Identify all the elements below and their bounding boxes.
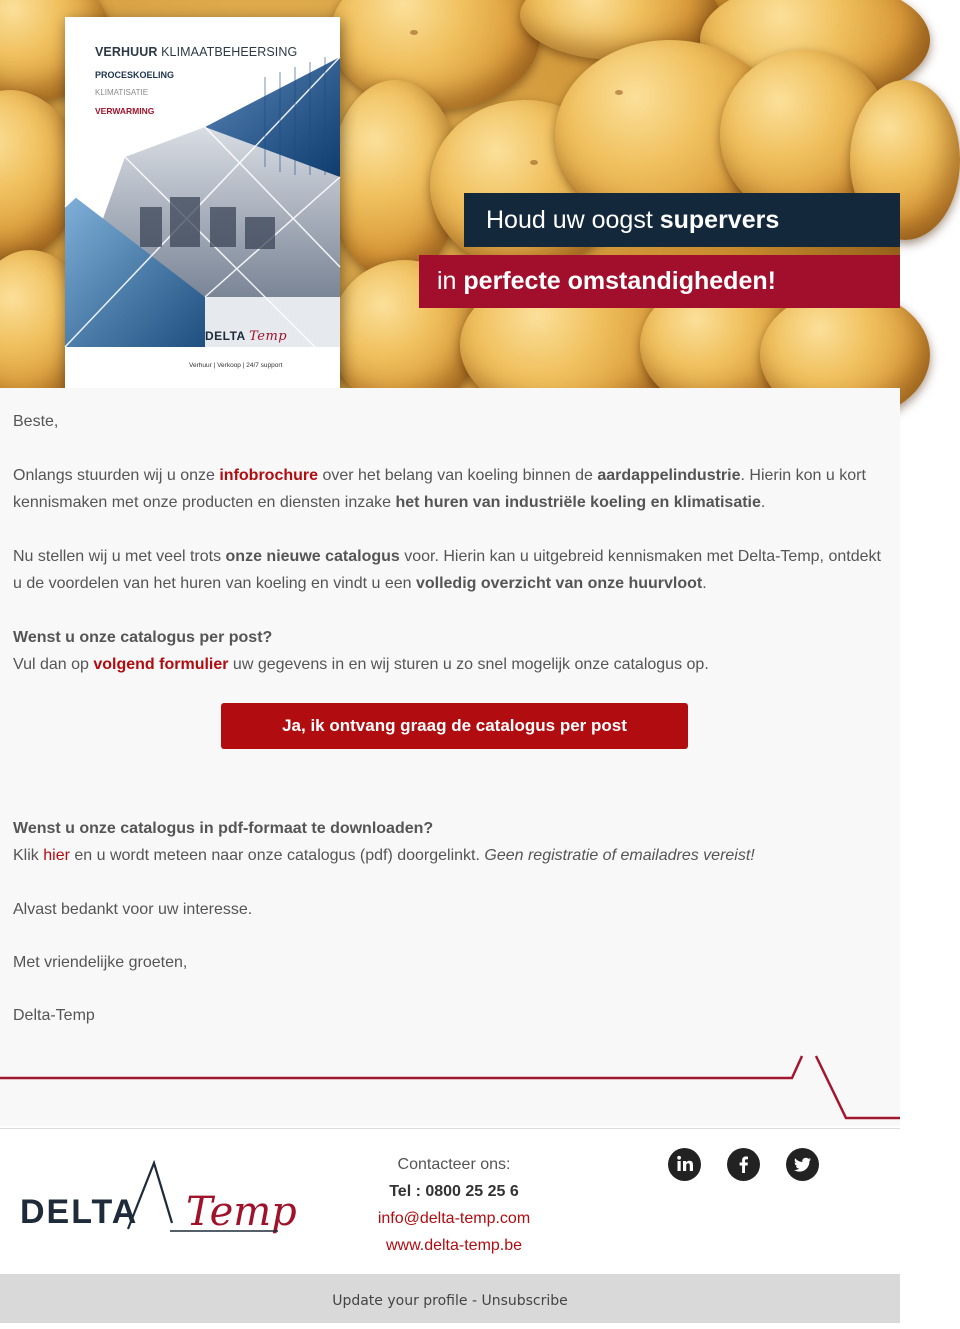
footer	[0, 1128, 900, 1274]
phone-number[interactable]: Tel : 0800 25 25 6	[389, 1183, 519, 1200]
svg-text:DELTA: DELTA	[20, 1193, 139, 1231]
hero-headline-line2: in perfecte omstandigheden!	[419, 255, 900, 308]
catalogus-brochure-cover	[65, 17, 340, 388]
hier-link[interactable]: hier	[43, 847, 70, 864]
twitter-icon[interactable]	[786, 1148, 819, 1181]
signature-text: Delta-Temp	[13, 1007, 95, 1024]
update-profile-link[interactable]: Update your profile	[332, 1293, 468, 1309]
email-link[interactable]: info@delta-temp.com	[377, 1210, 531, 1227]
greeting: Beste,	[13, 413, 59, 430]
email-body	[0, 388, 900, 1126]
post-paragraph: Vul dan op volgend formulier uw gegevens in en wij sturen u zo snel mogelijk onze catalogus op.	[13, 656, 709, 673]
decorative-line	[0, 1050, 900, 1130]
contact-block	[304, 1151, 604, 1259]
brochure-item-verwarming: VERWARMING	[95, 106, 155, 116]
linkedin-icon[interactable]	[668, 1148, 701, 1181]
delta-temp-logo[interactable]	[20, 1159, 297, 1243]
brochure-footer-text: Verhuur | Verkoop | 24/7 support	[189, 362, 283, 369]
thanks-text: Alvast bedankt voor uw interesse.	[13, 901, 253, 918]
bottom-bar	[0, 1274, 900, 1323]
contact-label: Contacteer ons:	[397, 1156, 511, 1173]
brochure-item-proceskoeling: PROCESKOELING	[95, 70, 175, 80]
volgend-formulier-link[interactable]: volgend formulier	[93, 656, 229, 673]
intro-paragraph: Onlangs stuurden wij u onze infobrochure over het belang van koeling binnen de aardappelindustrie. Hierin kon u kort kennismaken met onze producten en diensten inzake het huren van industriële koeling en klimatisatie.	[13, 467, 866, 511]
infobrochure-link[interactable]: infobrochure	[219, 467, 319, 484]
post-heading: Wenst u onze catalogus per post?	[13, 629, 273, 646]
unsubscribe-link[interactable]: Unsubscribe	[481, 1293, 568, 1309]
catalogus-paragraph: Nu stellen wij u met veel trots onze nieuwe catalogus voor. Hierin kan u uitgebreid kennismaken met Delta-Temp, ontdekt u de voordelen van het huren van koeling en vindt u een volledig overzicht van onze huurvloot.	[13, 548, 881, 592]
website-link[interactable]: www.delta-temp.be	[385, 1237, 523, 1254]
facebook-icon[interactable]	[727, 1148, 760, 1181]
brochure-title: VERHUUR KLIMAATBEHEERSING	[95, 45, 298, 59]
brochure-collage-image	[65, 57, 340, 347]
brochure-item-klimatisatie: KLIMATISATIE	[95, 88, 149, 97]
svg-text:Temp: Temp	[186, 1189, 297, 1235]
brochure-logo: DELTA Temp	[205, 329, 288, 344]
hero-banner[interactable]	[0, 0, 900, 388]
regards-text: Met vriendelijke groeten,	[13, 954, 188, 971]
bottom-separator: -	[467, 1293, 482, 1309]
pdf-paragraph: Klik hier en u wordt meteen naar onze catalogus (pdf) doorgelinkt. Geen registratie of emailadres vereist!	[13, 847, 755, 864]
hero-headline-line1: Houd uw oogst supervers	[464, 193, 900, 247]
pdf-heading: Wenst u onze catalogus in pdf-formaat te downloaden?	[13, 820, 434, 837]
catalogus-per-post-button[interactable]: Ja, ik ontvang graag de catalogus per post	[221, 703, 688, 749]
